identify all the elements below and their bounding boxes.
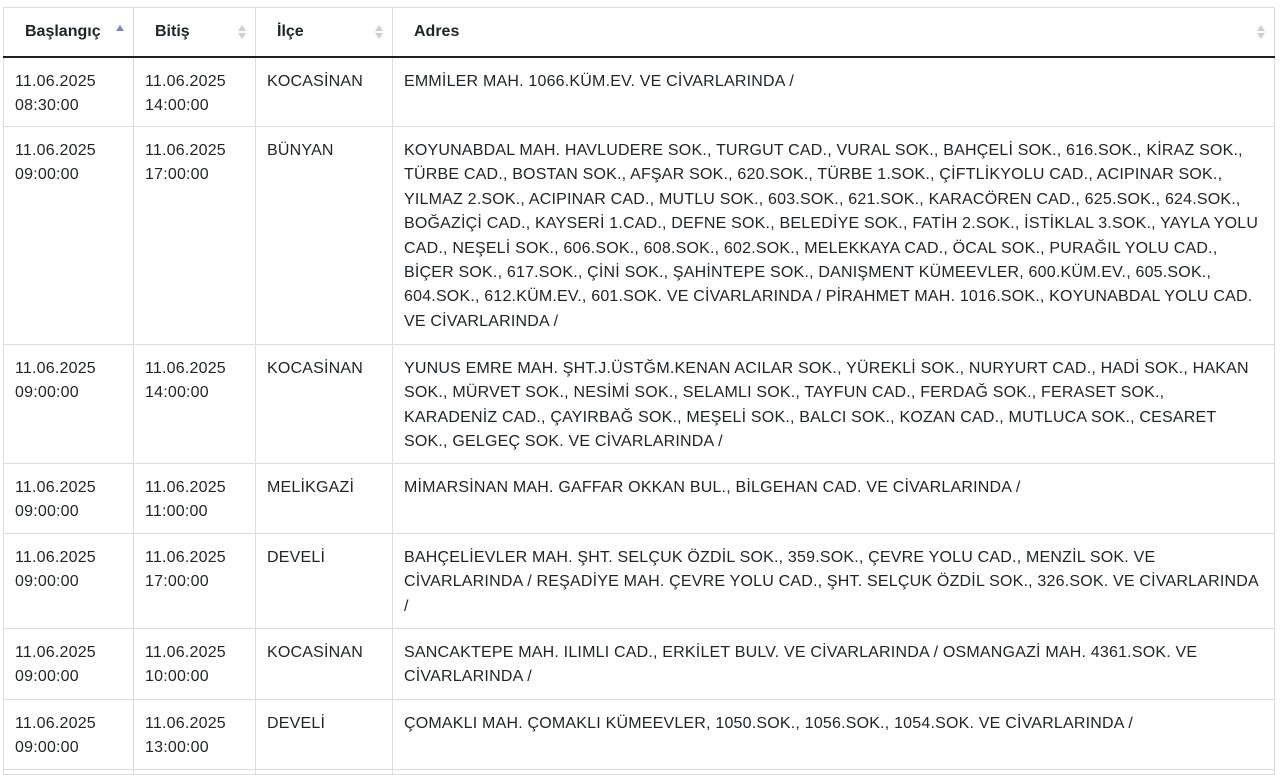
partial-cell (393, 770, 1275, 775)
address-cell: KOYUNABDAL MAH. HAVLUDERE SOK., TURGUT CAD., VURAL SOK., BAHÇELİ SOK., 616.SOK., KİRAZ SOK., TÜRBE CAD., BOSTAN SOK., AFŞAR SOK., 620.SOK., TÜRBE 1.SOK., ÇİFTLİKYOLU CAD., ACIPINAR SOK., YILMAZ 2.SOK., ACIPINAR CAD., MUTLU SOK., 603.SOK., 621.SOK., KARACÖREN CAD., 625.SOK., 624.SOK., BOĞAZİÇİ CAD., KAYSERİ 1.CAD., DEFNE SOK., BELEDİYE SOK., FATİH 2.SOK., İSTİKLAL 3.SOK., YAYLA YOLU CAD., NEŞELİ SOK., 606.SOK., 608.SOK., 602.SOK., MELEKKAYA CAD., ÖCAL SOK., PURAĞIL YOLU CAD., BİÇER SOK., 617.SOK., ÇİNİ SOK., ŞAHİNTEPE SOK., DANIŞMENT KÜMEEVLER, 600.KÜM.EV., 605.SOK., 604.SOK., 612.KÜM.EV., 601.SOK. VE CİVARLARINDA / PİRAHMET MAH. 1016.SOK., KOYUNABDAL YOLU CAD. VE CİVARLARINDA / (393, 127, 1275, 345)
start-cell: 11.06.2025 09:00:00 (4, 700, 134, 770)
sort-icon (238, 23, 246, 41)
end-cell: 11.06.2025 17:00:00 (134, 534, 256, 629)
sort-ascending-icon (116, 25, 124, 31)
table-row (4, 345, 1275, 464)
start-cell: 11.06.2025 09:00:00 (4, 629, 134, 700)
sort-icon (116, 23, 124, 41)
start-cell: 11.06.2025 09:00:00 (4, 534, 134, 629)
table-row (4, 534, 1275, 629)
table-header-row (4, 8, 1275, 57)
table-row (4, 127, 1275, 345)
end-cell: 11.06.2025 17:00:00 (134, 127, 256, 345)
sort-ascending-icon (238, 25, 246, 31)
column-header-label: Adres (414, 22, 460, 40)
start-cell: 11.06.2025 08:30:00 (4, 57, 134, 127)
address-cell: YUNUS EMRE MAH. ŞHT.J.ÜSTĞM.KENAN ACILAR SOK., YÜREKLİ SOK., NURYURT CAD., HADİ SOK., HAKAN SOK., MÜRVET SOK., NESİMİ SOK., SELAMLI SOK., TAYFUN CAD., FERDAĞ SOK., FERASET SOK., KARADENİZ CAD., ÇAYIRBAĞ SOK., MEŞELİ SOK., BALCI SOK., KOZAN CAD., MUTLUCA SOK., CESARET SOK., GELGEÇ SOK. VE CİVARLARINDA / (393, 345, 1275, 464)
table-row (4, 464, 1275, 534)
address-cell: ÇOMAKLI MAH. ÇOMAKLI KÜMEEVLER, 1050.SOK., 1056.SOK., 1054.SOK. VE CİVARLARINDA / (393, 700, 1275, 770)
table-row (4, 700, 1275, 770)
end-cell: 11.06.2025 14:00:00 (134, 57, 256, 127)
sort-descending-icon (238, 33, 246, 39)
start-cell: 11.06.2025 09:00:00 (4, 127, 134, 345)
address-cell: SANCAKTEPE MAH. ILIMLI CAD., ERKİLET BULV. VE CİVARLARINDA / OSMANGAZİ MAH. 4361.SOK. VE CİVARLARINDA / (393, 629, 1275, 700)
district-cell: BÜNYAN (256, 127, 393, 345)
address-cell: EMMİLER MAH. 1066.KÜM.EV. VE CİVARLARINDA / (393, 57, 1275, 127)
column-header-label: Başlangıç (25, 22, 101, 40)
sort-descending-icon (116, 33, 124, 39)
column-header-end[interactable] (134, 8, 256, 57)
sort-icon (375, 23, 383, 41)
address-cell: MİMARSİNAN MAH. GAFFAR OKKAN BUL., BİLGEHAN CAD. VE CİVARLARINDA / (393, 464, 1275, 534)
table-row (4, 57, 1275, 127)
column-header-start[interactable] (4, 8, 134, 57)
column-header-label: Bitiş (155, 22, 190, 40)
sort-ascending-icon (375, 25, 383, 31)
sort-ascending-icon (1257, 25, 1265, 31)
district-cell: KOCASİNAN (256, 629, 393, 700)
district-cell: KOCASİNAN (256, 57, 393, 127)
sort-descending-icon (1257, 33, 1265, 39)
sort-icon (1257, 23, 1265, 41)
district-cell: KOCASİNAN (256, 345, 393, 464)
start-cell: 11.06.2025 09:00:00 (4, 345, 134, 464)
end-cell: 11.06.2025 11:00:00 (134, 464, 256, 534)
end-cell: 11.06.2025 10:00:00 (134, 629, 256, 700)
table-row-partial (4, 770, 1275, 775)
column-header-address[interactable] (393, 8, 1275, 57)
end-cell: 11.06.2025 14:00:00 (134, 345, 256, 464)
district-cell: MELİKGAZİ (256, 464, 393, 534)
partial-cell (134, 770, 256, 775)
table-row (4, 629, 1275, 700)
column-header-label: İlçe (277, 22, 304, 40)
district-cell: DEVELİ (256, 700, 393, 770)
end-cell: 11.06.2025 13:00:00 (134, 700, 256, 770)
district-cell: DEVELİ (256, 534, 393, 629)
column-header-district[interactable] (256, 8, 393, 57)
address-cell: BAHÇELİEVLER MAH. ŞHT. SELÇUK ÖZDİL SOK., 359.SOK., ÇEVRE YOLU CAD., MENZİL SOK. VE CİVARLARINDA / REŞADİYE MAH. ÇEVRE YOLU CAD., ŞHT. SELÇUK ÖZDİL SOK., 326.SOK. VE CİVARLARINDA / (393, 534, 1275, 629)
outage-table (3, 7, 1275, 775)
start-cell: 11.06.2025 09:00:00 (4, 464, 134, 534)
partial-cell (4, 770, 134, 775)
sort-descending-icon (375, 33, 383, 39)
partial-cell (256, 770, 393, 775)
